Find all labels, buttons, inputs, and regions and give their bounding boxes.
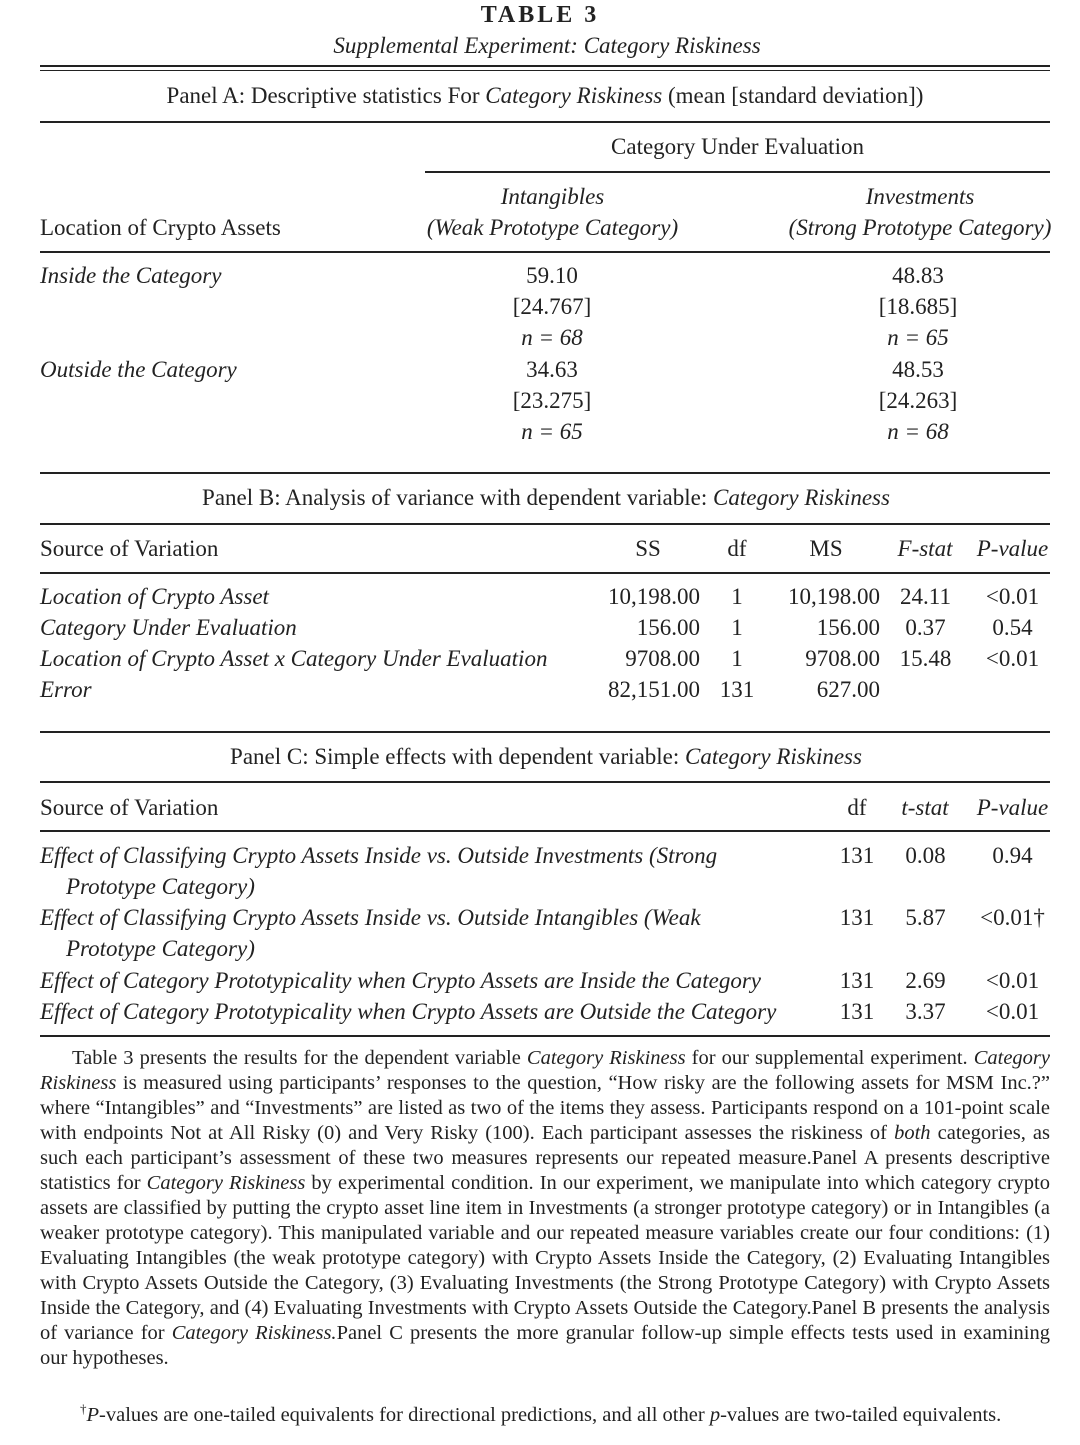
header-df: df: [847, 795, 867, 820]
ss-value: 10,198.00: [608, 584, 700, 609]
header-source: Source of Variation: [40, 536, 219, 561]
effect-label-cont: Prototype Category): [66, 874, 255, 899]
cell: [24.767]: [512, 294, 592, 319]
text-segment: Category Riskiness.: [171, 1322, 337, 1344]
divider: [40, 472, 1050, 474]
cell: n = 65: [887, 325, 949, 350]
text-segment: p: [709, 1403, 721, 1426]
ms-value: 627.00: [816, 677, 880, 702]
table-caption: [40, 1046, 1050, 1371]
col-investments-sub: (Strong Prototype Category): [788, 215, 1052, 240]
effect-label: Effect of Classifying Crypto Assets Inside vs. Outside Intangibles (Weak: [40, 905, 701, 930]
df-value: 131: [719, 677, 755, 702]
text-segment: Category Riskiness: [526, 1047, 686, 1069]
divider: [40, 781, 1050, 783]
col-intangibles: Intangibles: [500, 184, 605, 209]
divider: [40, 523, 1050, 525]
text-segment: for our supplemental experiment.: [685, 1047, 974, 1069]
source-label: Category Under Evaluation: [40, 615, 297, 640]
ms-value: 156.00: [816, 615, 880, 640]
fstat-value: 15.48: [899, 646, 952, 671]
header-ms: MS: [809, 536, 843, 561]
header-source: Source of Variation: [40, 795, 219, 820]
panel-b-title-italic: Category Riskiness: [713, 485, 890, 510]
header-pvalue: P-value: [976, 795, 1049, 820]
divider: [40, 65, 1050, 67]
panel-b-title: [0, 482, 1080, 513]
cell: n = 68: [887, 419, 949, 444]
cell: 34.63: [526, 357, 578, 382]
text-segment: Panel C presents the more granular follow-up simple effects tests used in examining our hypotheses.: [40, 1322, 1050, 1369]
text-segment: by experimental condition. In our experiment, we manipulate into which category crypto assets are classified by putting the crypto asset line item in Investments (a stronger prototype category) or in Intangibles (a weaker prototype category). This manipulated variable and our repeated measure variables create our four conditions: (1) Evaluating Intangibles (the weak prototype category) with Crypto Assets Inside the Category, (2) Evaluating Intangibles with Crypto Assets Outside the Category, (3) Evaluating Investments (the Strong Prototype Category) with Crypto Assets Inside the Category, and (4) Evaluating Investments with Crypto Assets Outside the Category.Panel B presents the analysis of variance for: [40, 1172, 1050, 1344]
ss-value: 156.00: [636, 615, 700, 640]
header-fstat: F-stat: [897, 536, 953, 561]
df-value: 131: [839, 968, 875, 993]
source-label: Location of Crypto Asset: [40, 584, 269, 609]
divider: [40, 830, 1050, 832]
pvalue-value: 0.94: [992, 843, 1033, 868]
text-segment: Table 3 presents the results for the dependent variable: [72, 1047, 527, 1069]
df-value: 1: [731, 646, 743, 671]
panel-a-title: [0, 80, 1080, 111]
row-label: Outside the Category: [40, 357, 237, 382]
tstat-value: 3.37: [905, 999, 946, 1024]
pvalue-value: <0.01†: [980, 905, 1045, 930]
divider: [40, 251, 1050, 253]
header-df: df: [727, 536, 747, 561]
cell: [18.685]: [878, 294, 958, 319]
panel-a-title-prefix: Panel A: Descriptive statistics For: [166, 83, 486, 108]
panel-a-title-suffix: (mean [standard deviation]): [662, 83, 924, 108]
row-header: Location of Crypto Assets: [40, 215, 281, 240]
cell: n = 65: [521, 419, 583, 444]
ms-value: 10,198.00: [788, 584, 880, 609]
panel-c-title-prefix: Panel C: Simple effects with dependent variable:: [230, 744, 686, 769]
text-segment: †: [80, 1401, 87, 1416]
panel-c-title-italic: Category Riskiness: [685, 744, 862, 769]
df-value: 1: [731, 584, 743, 609]
df-value: 131: [839, 843, 875, 868]
cell: n = 68: [521, 325, 583, 350]
effect-label-cont: Prototype Category): [66, 936, 255, 961]
text-segment: Category Riskiness: [40, 1047, 1051, 1094]
df-value: 1: [731, 615, 743, 640]
table-title: Supplemental Experiment: Category Riskiness: [333, 33, 761, 58]
panel-b-title-prefix: Panel B: Analysis of variance with dependent variable:: [202, 485, 713, 510]
text-segment: -values are one-tailed equivalents for directional predictions, and all other: [99, 1403, 710, 1426]
spanner-header: Category Under Evaluation: [611, 134, 864, 159]
pvalue-value: <0.01: [985, 584, 1040, 609]
cell: [24.263]: [878, 388, 958, 413]
df-value: 131: [839, 905, 875, 930]
divider: [40, 572, 1050, 574]
df-value: 131: [839, 999, 875, 1024]
divider: [40, 121, 1050, 123]
pvalue-value: <0.01: [985, 646, 1040, 671]
text-segment: both: [894, 1122, 931, 1144]
ss-value: 82,151.00: [608, 677, 700, 702]
header-pvalue: P-value: [976, 536, 1049, 561]
source-label: Location of Crypto Asset x Category Under Evaluation: [40, 646, 548, 671]
col-investments: Investments: [865, 184, 975, 209]
cell: 59.10: [526, 263, 578, 288]
text-segment: -values are two-tailed equivalents.: [720, 1403, 1002, 1426]
tstat-value: 0.08: [905, 843, 946, 868]
pvalue-value: 0.54: [992, 615, 1033, 640]
fstat-value: 0.37: [905, 615, 946, 640]
text-segment: is measured using participants’ responses to the question, “How risky are the following assets for MSM Inc.?” where “Intangibles” and “Investments” are listed as two of the items they assess. Participants respond on a 101-point scale with endpoints Not at All Risky (0) and Very Risky (100). Each participant assesses the riskiness of: [40, 1072, 1050, 1144]
source-label: Error: [40, 677, 92, 702]
col-intangibles-sub: (Weak Prototype Category): [426, 215, 679, 240]
divider: [40, 1035, 1050, 1037]
effect-label: Effect of Category Prototypicality when Crypto Assets are Inside the Category: [40, 968, 761, 993]
panel-a-title-italic: Category Riskiness: [485, 83, 663, 108]
table-label: TABLE 3: [480, 2, 600, 28]
text-segment: categories, as such each participant’s assessment of these two measures represents our repeated measure.Panel A presents descriptive statistics for: [40, 1122, 1051, 1194]
fstat-value: 24.11: [900, 584, 951, 609]
ms-value: 9708.00: [805, 646, 880, 671]
pvalue-value: <0.01: [985, 999, 1040, 1024]
cell: 48.83: [892, 263, 944, 288]
panel-c-title: [0, 741, 1080, 772]
divider: [40, 731, 1050, 733]
cell: 48.53: [892, 357, 944, 382]
pvalue-value: <0.01: [985, 968, 1040, 993]
table-footnote: [40, 1396, 1050, 1428]
text-segment: Category Riskiness: [146, 1172, 306, 1194]
header-ss: SS: [635, 536, 661, 561]
row-label: Inside the Category: [40, 263, 222, 288]
effect-label: Effect of Category Prototypicality when Crypto Assets are Outside the Category: [40, 999, 777, 1024]
ss-value: 9708.00: [625, 646, 700, 671]
effect-label: Effect of Classifying Crypto Assets Inside vs. Outside Investments (Strong: [40, 843, 718, 868]
cell: [23.275]: [512, 388, 592, 413]
divider: [425, 171, 1050, 173]
text-segment: P: [86, 1403, 100, 1426]
header-tstat: t-stat: [901, 795, 949, 820]
divider: [40, 70, 1050, 71]
tstat-value: 5.87: [905, 905, 946, 930]
tstat-value: 2.69: [905, 968, 946, 993]
